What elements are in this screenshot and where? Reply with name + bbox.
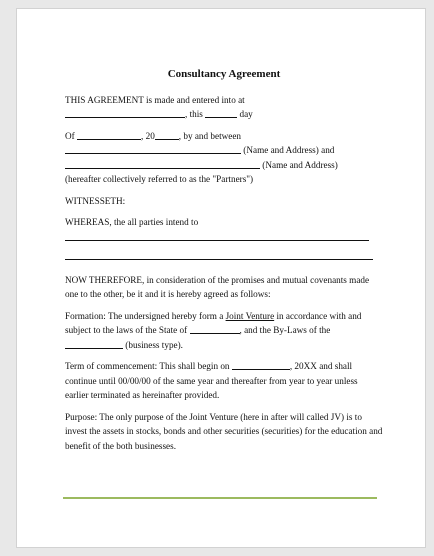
bottom-rule xyxy=(63,497,377,499)
whereas-line: WHEREAS, the all parties intend to xyxy=(65,217,199,227)
collective-line: (hereafter collectively referred to as the "Partners") xyxy=(65,174,254,184)
business-blank[interactable] xyxy=(65,338,123,349)
purpose-paragraph: Purpose: The only purpose of the Joint Venture (here in after will called JV) is to invest the assets in stocks, bonds and other securities (securities) for the education and benefit of the both businesses. xyxy=(65,411,383,451)
document-body xyxy=(65,67,383,453)
start-date-blank[interactable] xyxy=(232,359,290,370)
party-1-blank[interactable] xyxy=(65,143,241,154)
party-2-line: (Name and Address) xyxy=(65,158,383,173)
joint-venture-link[interactable]: Joint Venture xyxy=(225,310,275,321)
place-blank[interactable] xyxy=(65,107,185,118)
intro-line-1: THIS AGREEMENT is made and entered into at xyxy=(65,94,245,105)
whereas-blank-1[interactable] xyxy=(65,240,369,241)
term-paragraph: Term of commencement: This shall begin on , 20XX and shall continue until 00/00/00 of the same year and thereafter from year to year unless earlier terminated as hereinafter provided. xyxy=(65,361,358,400)
now-therefore-paragraph: NOW THEREFORE, in consideration of the promises and mutual covenants made one to the other, be it and it is hereby agreed as follows: xyxy=(65,274,370,299)
intro-line-2: , this day xyxy=(65,107,383,122)
state-blank[interactable] xyxy=(190,323,240,334)
party-1-line: (Name and Address) and xyxy=(65,143,383,158)
document-title: Consultancy Agreement xyxy=(167,68,281,80)
witnesseth-heading: WITNESSETH: xyxy=(65,195,126,206)
month-blank[interactable] xyxy=(77,129,141,140)
intro-line-3: Of , 20 , by and between xyxy=(65,130,242,141)
formation-paragraph: Formation: The undersigned hereby form a Joint Venture in accordance with and subject to the laws of the State of , and the By-Laws of the (business type). xyxy=(65,310,362,350)
document-page xyxy=(16,8,426,548)
day-blank[interactable] xyxy=(205,107,237,118)
party-2-blank[interactable] xyxy=(65,158,260,169)
year-blank[interactable] xyxy=(155,129,179,140)
